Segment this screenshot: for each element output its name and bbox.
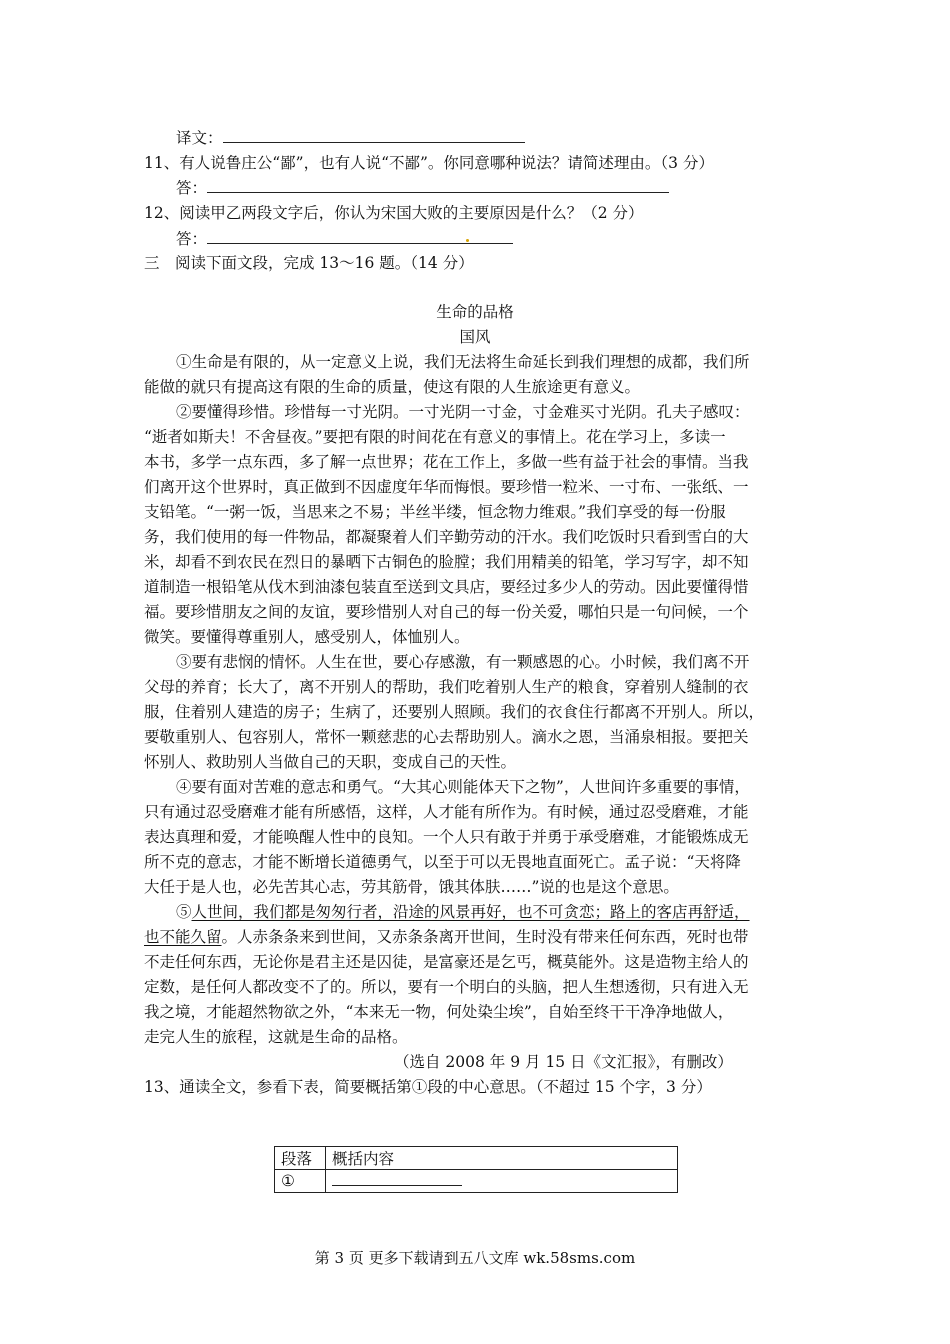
article-line: 定数，是任何人都改变不了的。所以，要有一个明白的头脑，把人生想透彻，只有进入无 [144,978,749,996]
table-row-label: ① [275,1170,326,1193]
article-line: 只有通过忍受磨难才能有所感悟，这样，人才能有所作为。有时候，通过忍受磨难，才能 [144,803,749,821]
article-line: 大任于是人也，必先苦其心志，劳其筋骨，饿其体肤……”说的也是这个意思。 [144,878,679,896]
underlined-sentence: 人世间，我们都是匆匆行者，沿途的风景再好，也不可贪恋；路上的客店再舒适， [191,903,750,921]
p5-rest: 。人赤条条来到世间，又赤条条离开世间，生时没有带来任何东西，死时也带 [221,928,749,946]
article-line: 们离开这个世界时，真正做到不因虚度年华而悔恨。要珍惜一粒米、一寸布、一张纸、一 [144,478,749,496]
article-line: ①生命是有限的，从一定意义上说，我们无法将生命延长到我们理想的成都，我们所 [176,353,750,371]
article-line: 支铅笔。“一粥一饭，当思来之不易；半丝半缕，恒念物力维艰。”我们享受的每一份服 [144,503,726,521]
article-line: ③要有悲悯的情怀。人生在世，要心存感激，有一颗感恩的心。小时候，我们离不开 [176,653,750,671]
marker-dot [466,239,469,242]
article-source: （选自 2008 年 9 月 15 日《文汇报》，有删改） [394,1053,733,1071]
article-line: 道制造一根铅笔从伐木到油漆包装直至送到文具店，要经过多少人的劳动。因此要懂得惜 [144,578,749,596]
table-header-paragraph: 段落 [275,1147,326,1170]
q12-answer-label: 答： [176,230,208,248]
article-line: 父母的养育；长大了，离不开别人的帮助，我们吃着别人生产的粮食，穿着别人缝制的衣 [144,678,749,696]
article-line: “逝者如斯夫！不舍昼夜。”要把有限的时间花在有意义的事情上。花在学习上，多读一 [144,428,726,446]
question-12: 12、阅读甲乙两段文字后，你认为宋国大败的主要原因是什么？（2 分） [144,204,644,222]
article-line: 米，却看不到农民在烈日的暴晒下古铜色的脸膛；我们用精美的铅笔，学习写字，却不知 [144,553,749,571]
section-3-heading: 三 阅读下面文段，完成 13～16 题。（14 分） [144,254,474,272]
article-line: 怀别人、救助别人当做自己的天职，变成自己的天性。 [144,753,517,771]
article-line: ④要有面对苦难的意志和勇气。“大其心则能体天下之物”，人世间许多重要的事情， [176,778,750,796]
article-line: 能做的就只有提高这有限的生命的质量，使这有限的人生旅途更有意义。 [144,378,641,396]
underlined-sentence-end: 也不能久留 [144,928,222,946]
article-line: 服，住着别人建造的房子；生病了，还要别人照顾。我们的衣食住行都离不开别人。所以， [144,703,765,721]
translation-label: 译文： [176,129,223,147]
article-title: 生命的品格 [436,303,514,321]
summary-table [274,1146,678,1193]
q11-answer-line [176,178,669,198]
paragraph-5-line-2 [144,927,749,947]
q11-answer-blank[interactable] [207,178,669,193]
paragraph-5-line-1 [176,902,750,922]
article-line: 微笑。要懂得尊重别人，感受别人，体恤别人。 [144,628,470,646]
table-row [275,1170,678,1193]
article-line: 表达真理和爱，才能唤醒人性中的良知。一个人只有敢于并勇于承受磨难，才能锻炼成无 [144,828,749,846]
article-line: 福。要珍惜朋友之间的友谊，要珍惜别人对自己的每一份关爱，哪怕只是一句问候，一个 [144,603,749,621]
table-answer-blank[interactable] [332,1175,462,1186]
q11-answer-label: 答： [176,179,208,197]
table-header-summary: 概括内容 [326,1147,678,1170]
article-line: 所不克的意志，才能不断增长道德勇气，以至于可以无畏地直面死亡。孟子说：“天将降 [144,853,741,871]
article-line: 我之境，才能超然物欲之外，“本来无一物，何处染尘埃”，自始至终干干净净地做人， [144,1003,734,1021]
translation-line [176,128,525,148]
article-line: ②要懂得珍惜。珍惜每一寸光阴。一寸光阴一寸金，寸金难买寸光阴。孔夫子感叹： [176,403,750,421]
article-author: 国风 [459,328,491,346]
table-header-row [275,1147,678,1170]
article-line: 不走任何东西，无论你是君主还是囚徒，是富豪还是乞丐，概莫能外。这是造物主给人的 [144,953,749,971]
article-line: 要敬重别人、包容别人，常怀一颗慈悲的心去帮助别人。滴水之恩，当涌泉相报。要把关 [144,728,749,746]
p5-number: ⑤ [176,903,192,921]
question-13: 13、通读全文，参看下表，简要概括第①段的中心意思。（不超过 15 个字，3 分） [144,1078,712,1096]
article-line: 走完人生的旅程，这就是生命的品格。 [144,1028,408,1046]
translation-blank[interactable] [223,128,525,143]
question-11: 11、有人说鲁庄公“鄙”，也有人说“不鄙”。你同意哪种说法？请简述理由。（3 分） [144,154,714,172]
page-footer: 第 3 页 更多下载请到五八文库 wk.58sms.com [314,1249,636,1267]
table-answer-cell[interactable] [326,1170,678,1193]
article-line: 本书，多学一点东西，多了解一点世界；花在工作上，多做一些有益于社会的事情。当我 [144,453,749,471]
q12-answer-line [176,229,513,249]
article-line: 务，我们使用的每一件物品，都凝聚着人们辛勤劳动的汗水。我们吃饭时只看到雪白的大 [144,528,749,546]
